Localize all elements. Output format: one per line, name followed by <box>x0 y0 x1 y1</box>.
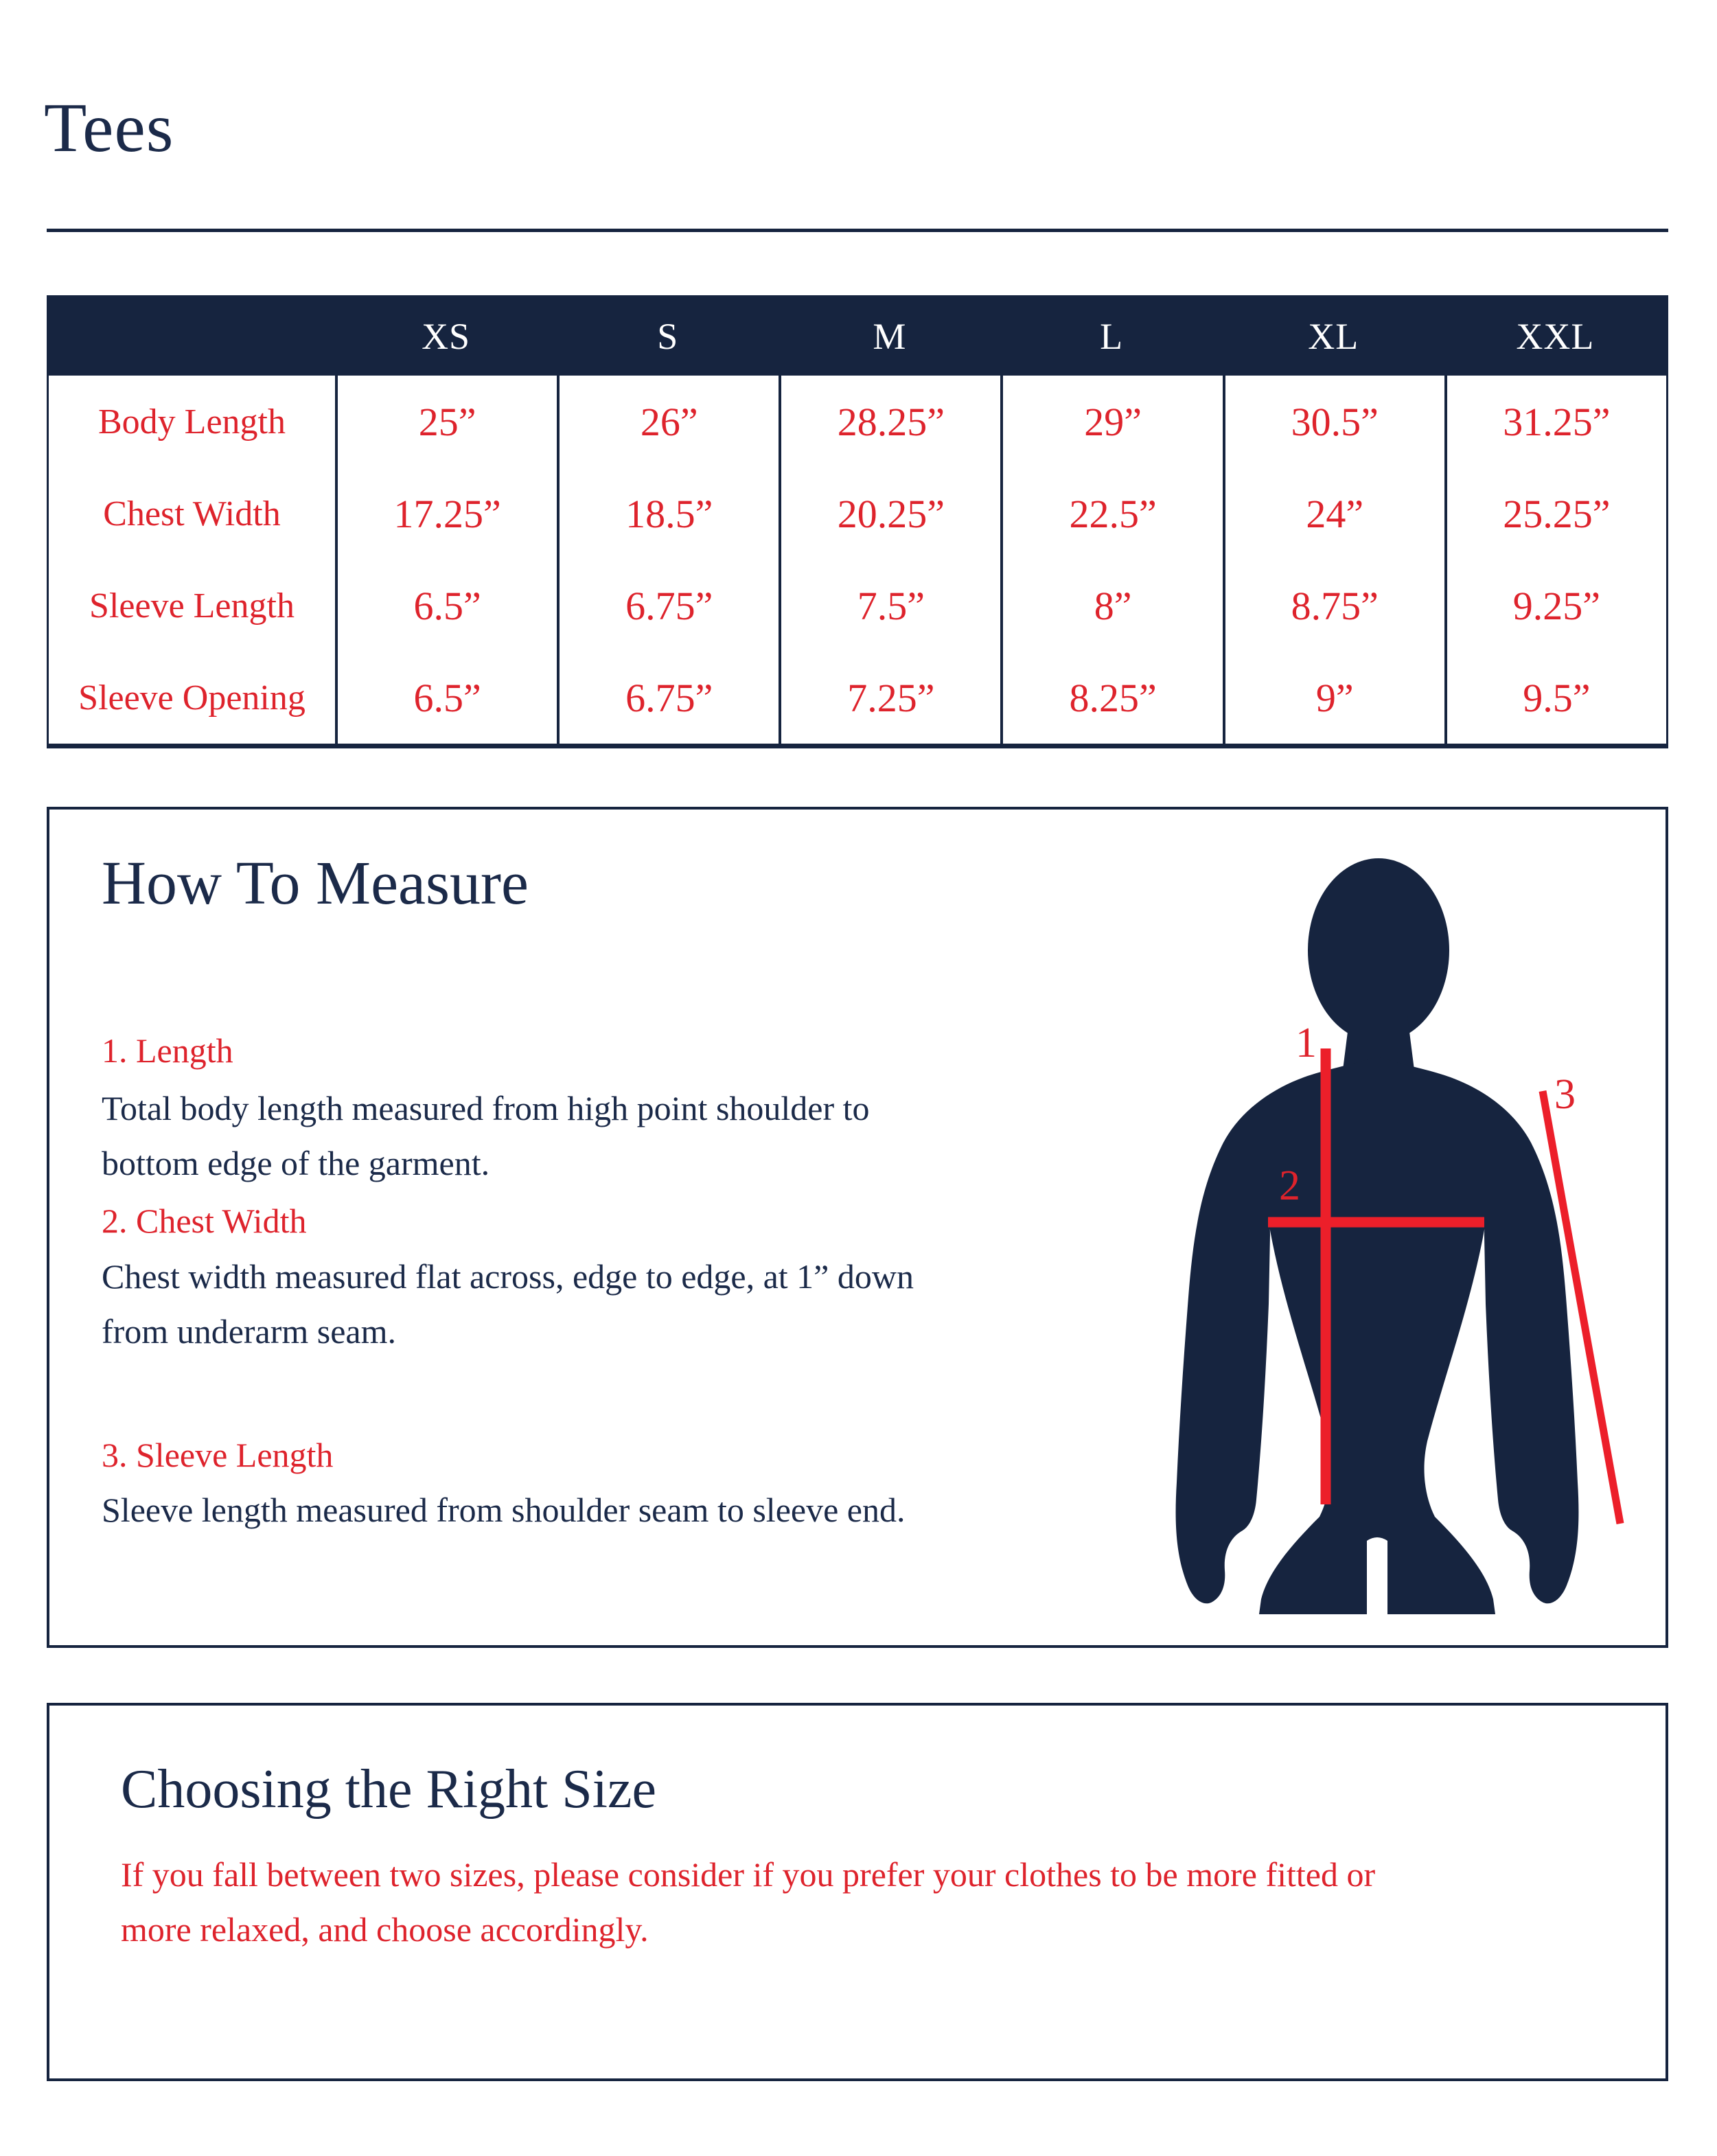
table-value-cell: 24” <box>1223 468 1444 560</box>
row-label-body-length: Body Length <box>98 402 286 441</box>
size-col-header-xxl: XXL <box>1444 297 1666 376</box>
table-value-cell: 8” <box>1000 560 1222 652</box>
choosing-size-body <box>121 1847 1375 1957</box>
table-value-cell: 25” <box>335 376 557 468</box>
table-value-cell: 25.25” <box>1444 468 1666 560</box>
table-value-cell: 7.25” <box>779 652 1000 744</box>
table-value-cell: 7.5” <box>779 560 1000 652</box>
size-chart-table <box>47 295 1668 748</box>
table-value-cell: 6.75” <box>557 652 779 744</box>
measurement-figure <box>1136 851 1664 1651</box>
table-value-cell: 31.25” <box>1444 376 1666 468</box>
section-body-length <box>102 1081 870 1191</box>
section-body-line: Sleeve length measured from shoulder seam to sleeve end. <box>102 1491 906 1529</box>
table-value-cell: 8.25” <box>1000 652 1222 744</box>
size-col-header-m: M <box>779 297 1000 376</box>
section-body-line: Chest width measured flat across, edge to edge, at 1” down <box>102 1257 914 1296</box>
size-table-corner-cell <box>49 297 335 376</box>
section-body-sleeve-length <box>102 1482 905 1537</box>
table-value-cell: 26” <box>557 376 779 468</box>
section-body-line: Total body length measured from high point shoulder to <box>102 1089 870 1127</box>
how-to-measure-heading: How To Measure <box>102 849 529 917</box>
figure-head <box>1308 858 1449 1042</box>
row-label-sleeve-opening: Sleeve Opening <box>78 678 306 718</box>
figure-label-3: 3 <box>1554 1071 1576 1118</box>
body-silhouette-figure <box>1136 851 1664 1651</box>
page-title: Tees <box>44 89 174 167</box>
table-value-cell: 6.5” <box>335 652 557 744</box>
figure-label-1: 1 <box>1295 1020 1317 1066</box>
size-col-header-l: L <box>1000 297 1222 376</box>
choosing-size-box <box>47 1703 1668 2081</box>
table-value-cell: 6.5” <box>335 560 557 652</box>
table-value-cell: 29” <box>1000 376 1222 468</box>
table-value-cell: 6.75” <box>557 560 779 652</box>
size-col-header-xs: XS <box>335 297 557 376</box>
row-label-chest-width: Chest Width <box>103 494 281 534</box>
table-value-cell: 30.5” <box>1223 376 1444 468</box>
choosing-size-line: If you fall between two sizes, please consider if you prefer your clothes to be more fitted or <box>121 1855 1376 1894</box>
row-label-sleeve-length: Sleeve Length <box>89 586 295 626</box>
section-body-line: bottom edge of the garment. <box>102 1144 490 1182</box>
table-value-cell: 8.75” <box>1223 560 1444 652</box>
table-value-cell: 9.5” <box>1444 652 1666 744</box>
section-body-line: from underarm seam. <box>102 1312 397 1351</box>
section-body-chest-width <box>102 1249 914 1359</box>
table-value-cell: 22.5” <box>1000 468 1222 560</box>
table-value-cell: 9” <box>1223 652 1444 744</box>
how-to-measure-box <box>47 807 1668 1648</box>
table-value-cell: 28.25” <box>779 376 1000 468</box>
choosing-size-heading: Choosing the Right Size <box>121 1759 656 1820</box>
table-value-cell: 20.25” <box>779 468 1000 560</box>
choosing-size-line: more relaxed, and choose accordingly. <box>121 1910 649 1949</box>
figure-body <box>1176 1057 1579 1614</box>
title-divider-rule <box>47 229 1668 232</box>
size-col-header-s: S <box>557 297 779 376</box>
table-value-cell: 17.25” <box>335 468 557 560</box>
figure-label-2: 2 <box>1279 1162 1300 1209</box>
table-value-cell: 18.5” <box>557 468 779 560</box>
section-heading-length: 1. Length <box>102 1031 233 1070</box>
table-value-cell: 9.25” <box>1444 560 1666 652</box>
size-col-header-xl: XL <box>1223 297 1444 376</box>
section-heading-sleeve-length: 3. Sleeve Length <box>102 1436 334 1474</box>
section-heading-chest-width: 2. Chest Width <box>102 1202 307 1240</box>
